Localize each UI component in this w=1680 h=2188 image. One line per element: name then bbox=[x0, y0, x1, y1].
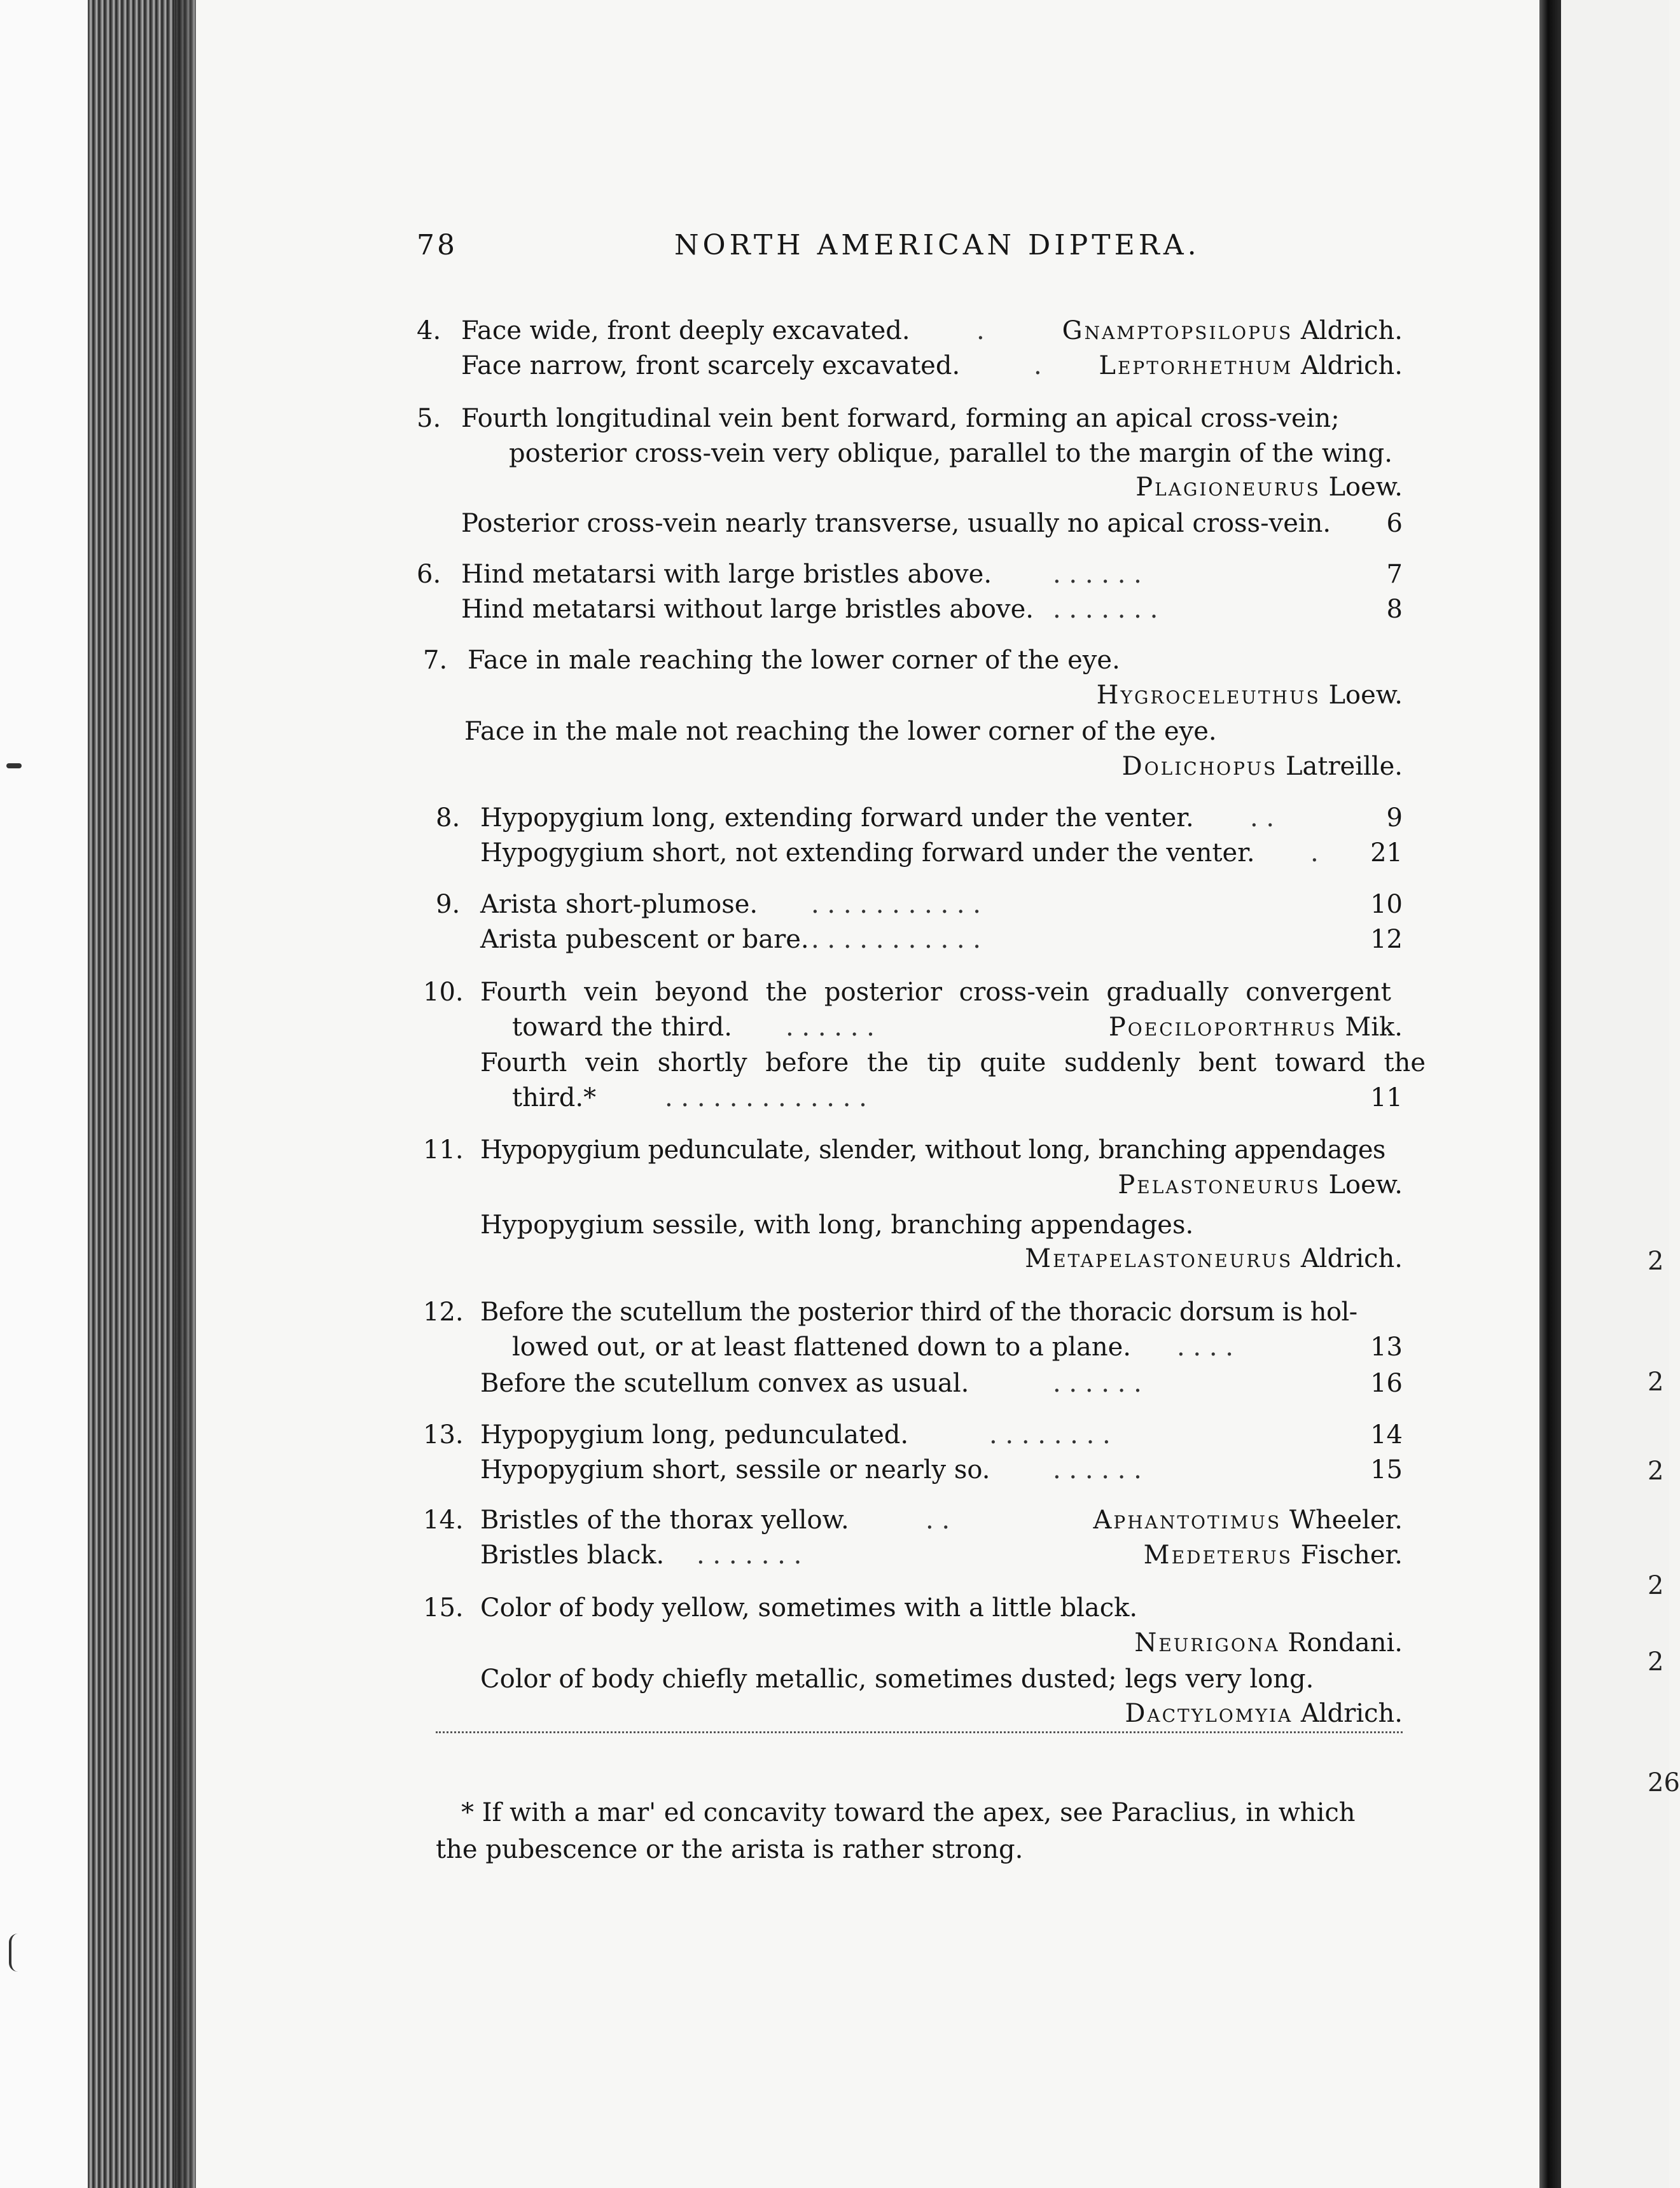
couplet-number: 10. bbox=[423, 978, 464, 1007]
key-line bbox=[417, 974, 1403, 1010]
key-text: lowed out, or at least flattened down to a plane. bbox=[512, 1333, 1131, 1362]
page-header bbox=[417, 229, 1403, 267]
genus-result bbox=[1093, 1502, 1403, 1538]
couplet-reference: 21 bbox=[1370, 838, 1403, 868]
key-text: Hypopygium long, pedunculated. bbox=[480, 1420, 909, 1450]
key-line bbox=[417, 401, 1403, 436]
key-text: Bristles black. bbox=[480, 1541, 665, 1570]
key-text: Arista pubescent or bare. bbox=[480, 925, 809, 954]
key-line bbox=[417, 887, 1403, 922]
key-text: Hypopygium long, extending forward under the venter. bbox=[480, 803, 1194, 833]
page-number: 78 bbox=[417, 229, 457, 261]
key-line bbox=[417, 800, 1403, 836]
couplet-number: 6. bbox=[417, 560, 441, 589]
key-text: Bristles of the thorax yellow. bbox=[480, 1506, 849, 1535]
genus-result bbox=[1135, 469, 1403, 505]
facing-page-number: 2 bbox=[1648, 1647, 1664, 1677]
key-line bbox=[417, 1132, 1403, 1168]
leader-dots: . bbox=[976, 316, 985, 345]
couplet-reference: 10 bbox=[1370, 890, 1403, 919]
author: Rondani. bbox=[1288, 1628, 1403, 1658]
author: Aldrich. bbox=[1300, 351, 1403, 380]
key-line bbox=[417, 1294, 1403, 1330]
leader-dots: . . . . . . . bbox=[697, 1541, 802, 1570]
leader-dots: . . . . . . bbox=[786, 1013, 875, 1042]
author: Latreille. bbox=[1285, 752, 1403, 781]
key-line bbox=[417, 677, 1403, 713]
key-text: Fourth vein shortly before the tip quite suddenly bent toward the bbox=[480, 1048, 1426, 1077]
key-line bbox=[417, 436, 1403, 471]
key-text: posterior cross-vein very oblique, parallel to the margin of the wing. bbox=[509, 439, 1392, 468]
genus-name: Plagioneurus bbox=[1135, 473, 1321, 502]
key-line bbox=[417, 1502, 1403, 1538]
couplet-reference: 8 bbox=[1386, 595, 1403, 624]
key-text: Before the scutellum convex as usual. bbox=[480, 1369, 969, 1398]
facing-page-number: 2 bbox=[1648, 1247, 1664, 1276]
genus-name: Gnamptopsilopus bbox=[1062, 316, 1293, 345]
genus-result bbox=[1125, 1696, 1403, 1731]
key-line bbox=[417, 1696, 1403, 1731]
key-line bbox=[417, 592, 1403, 627]
couplet-number: 11. bbox=[423, 1135, 464, 1165]
leader-dots: . bbox=[1310, 838, 1319, 868]
key-line bbox=[417, 469, 1403, 505]
author: Aldrich. bbox=[1300, 1244, 1403, 1273]
facing-page-number: 2 bbox=[1648, 1368, 1664, 1397]
couplet-reference: 6 bbox=[1386, 509, 1403, 538]
facing-page-number: 26 bbox=[1648, 1768, 1680, 1797]
facing-page-number: 2 bbox=[1648, 1571, 1664, 1600]
leader-dots: . . . . . . bbox=[1053, 1369, 1142, 1398]
key-line bbox=[417, 1452, 1403, 1488]
genus-result bbox=[1109, 1009, 1403, 1045]
genus-name: Dactylomyia bbox=[1125, 1699, 1293, 1728]
running-title: NORTH AMERICAN DIPTERA. bbox=[674, 229, 1200, 261]
key-line bbox=[417, 1329, 1403, 1365]
key-text: third.* bbox=[512, 1083, 597, 1112]
scan-speck bbox=[6, 763, 22, 768]
couplet-reference: 11 bbox=[1370, 1083, 1403, 1112]
couplet-reference: 15 bbox=[1370, 1455, 1403, 1485]
key-line bbox=[417, 506, 1403, 541]
author: Loew. bbox=[1328, 1170, 1403, 1200]
key-text: Before the scutellum the posterior third of the thoracic dorsum is hol- bbox=[480, 1298, 1357, 1327]
author: Aldrich. bbox=[1300, 1699, 1403, 1728]
key-text: Face in male reaching the lower corner of the eye. bbox=[468, 646, 1120, 675]
genus-result bbox=[1099, 348, 1403, 384]
genus-name: Hygroceleuthus bbox=[1096, 681, 1321, 710]
key-text: Arista short-plumose. bbox=[480, 890, 758, 919]
key-line bbox=[417, 1417, 1403, 1453]
key-text: toward the third. bbox=[512, 1013, 732, 1042]
couplet-reference: 13 bbox=[1370, 1333, 1403, 1362]
key-text: Face narrow, front scarcely excavated. bbox=[461, 351, 961, 380]
couplet-number: 7. bbox=[423, 646, 448, 675]
author: Wheeler. bbox=[1289, 1506, 1403, 1535]
genus-name: Pelastoneurus bbox=[1118, 1170, 1321, 1200]
author: Fischer. bbox=[1300, 1541, 1403, 1570]
key-text: Hypopygium short, sessile or nearly so. bbox=[480, 1455, 990, 1485]
author: Loew. bbox=[1328, 473, 1403, 502]
leader-dots: . . bbox=[1250, 803, 1275, 833]
couplet-number: 14. bbox=[423, 1506, 464, 1535]
key-text: Face in the male not reaching the lower corner of the eye. bbox=[464, 717, 1217, 746]
author: Mik. bbox=[1345, 1013, 1403, 1042]
footnote-line: the pubescence or the arista is rather strong. bbox=[436, 1835, 1024, 1864]
genus-result bbox=[1122, 749, 1403, 784]
key-line bbox=[417, 1366, 1403, 1401]
genus-result bbox=[1118, 1167, 1403, 1203]
key-line bbox=[417, 1241, 1403, 1277]
couplet-number: 13. bbox=[423, 1420, 464, 1450]
key-line bbox=[417, 642, 1403, 678]
leader-dots: . . . . . . . . . . . . . bbox=[665, 1083, 867, 1112]
key-line bbox=[417, 557, 1403, 592]
key-line bbox=[417, 835, 1403, 871]
couplet-reference: 12 bbox=[1370, 925, 1403, 954]
couplet-reference: 7 bbox=[1386, 560, 1403, 589]
leader-dots: . bbox=[1034, 351, 1042, 380]
key-line bbox=[417, 313, 1403, 349]
book-gutter bbox=[1539, 0, 1561, 2188]
footnote-rule bbox=[436, 1731, 1403, 1733]
facing-page-edge bbox=[1561, 0, 1669, 2188]
facing-page-number: 2 bbox=[1648, 1457, 1664, 1486]
leader-dots: . . . . . . bbox=[1053, 560, 1142, 589]
genus-name: Dolichopus bbox=[1121, 752, 1278, 781]
genus-result bbox=[1144, 1537, 1403, 1573]
footnote-line: * If with a mar' ed concavity toward the apex, see Paraclius, in which bbox=[461, 1798, 1356, 1827]
author: Aldrich. bbox=[1300, 316, 1403, 345]
key-line bbox=[417, 1625, 1403, 1661]
couplet-number: 15. bbox=[423, 1593, 464, 1623]
key-line bbox=[417, 714, 1403, 749]
genus-name: Leptorhethum bbox=[1099, 351, 1293, 380]
genus-result bbox=[1062, 313, 1403, 349]
key-text: Fourth vein beyond the posterior cross-vein gradually convergent bbox=[480, 978, 1391, 1007]
genus-result bbox=[1097, 677, 1403, 713]
left-margin-area bbox=[0, 0, 95, 2188]
leader-dots: . . . . . . . . . . . bbox=[811, 925, 982, 954]
couplet-reference: 16 bbox=[1370, 1369, 1403, 1398]
leader-dots: . . bbox=[926, 1506, 950, 1535]
couplet-number: 8. bbox=[436, 803, 461, 833]
key-text: Fourth longitudinal vein bent forward, forming an apical cross-vein; bbox=[461, 404, 1340, 433]
genus-name: Metapelastoneurus bbox=[1025, 1244, 1293, 1273]
key-text: Hind metatarsi with large bristles above. bbox=[461, 560, 992, 589]
couplet-number: 5. bbox=[417, 404, 441, 433]
key-text: Color of body chiefly metallic, sometimes dusted; legs very long. bbox=[480, 1665, 1314, 1694]
genus-result bbox=[1025, 1241, 1403, 1277]
key-text: Hypopygium sessile, with long, branching appendages. bbox=[480, 1210, 1194, 1240]
key-line bbox=[417, 1537, 1403, 1573]
key-line bbox=[417, 922, 1403, 957]
leader-dots: . . . . . . . . bbox=[989, 1420, 1111, 1450]
genus-result bbox=[1134, 1625, 1403, 1661]
leader-dots: . . . . . . bbox=[1053, 1455, 1142, 1485]
author: Loew. bbox=[1328, 681, 1403, 710]
key-line bbox=[417, 1080, 1403, 1116]
couplet-reference: 14 bbox=[1370, 1420, 1403, 1450]
couplet-number: 12. bbox=[423, 1298, 464, 1327]
leader-dots: . . . . . . . bbox=[1053, 595, 1158, 624]
couplet-number: 4. bbox=[417, 316, 441, 345]
key-text: Posterior cross-vein nearly transverse, usually no apical cross-vein. bbox=[461, 509, 1331, 538]
key-line bbox=[417, 348, 1403, 384]
leader-dots: . . . . bbox=[1177, 1333, 1234, 1362]
couplet-number: 9. bbox=[436, 890, 461, 919]
key-line bbox=[417, 1661, 1403, 1697]
key-line bbox=[417, 1009, 1403, 1045]
key-text: Color of body yellow, sometimes with a little black. bbox=[480, 1593, 1138, 1623]
genus-name: Neurigona bbox=[1134, 1628, 1280, 1658]
key-text: Face wide, front deeply excavated. bbox=[461, 316, 910, 345]
genus-name: Aphantotimus bbox=[1093, 1506, 1282, 1535]
key-text: Hypopygium pedunculate, slender, without long, branching appendages bbox=[480, 1135, 1385, 1165]
key-text: Hypogygium short, not extending forward under the venter. bbox=[480, 838, 1255, 868]
key-line bbox=[417, 1590, 1403, 1626]
couplet-reference: 9 bbox=[1386, 803, 1403, 833]
key-line bbox=[417, 749, 1403, 784]
key-line bbox=[417, 1045, 1426, 1081]
key-line bbox=[417, 1207, 1403, 1243]
genus-name: Medeterus bbox=[1143, 1541, 1293, 1570]
leader-dots: . . . . . . . . . . . bbox=[811, 890, 982, 919]
genus-name: Poeciloporthrus bbox=[1108, 1013, 1337, 1042]
key-line bbox=[417, 1167, 1403, 1203]
key-text: Hind metatarsi without large bristles above. bbox=[461, 595, 1034, 624]
scan-bracket bbox=[9, 1934, 18, 1972]
